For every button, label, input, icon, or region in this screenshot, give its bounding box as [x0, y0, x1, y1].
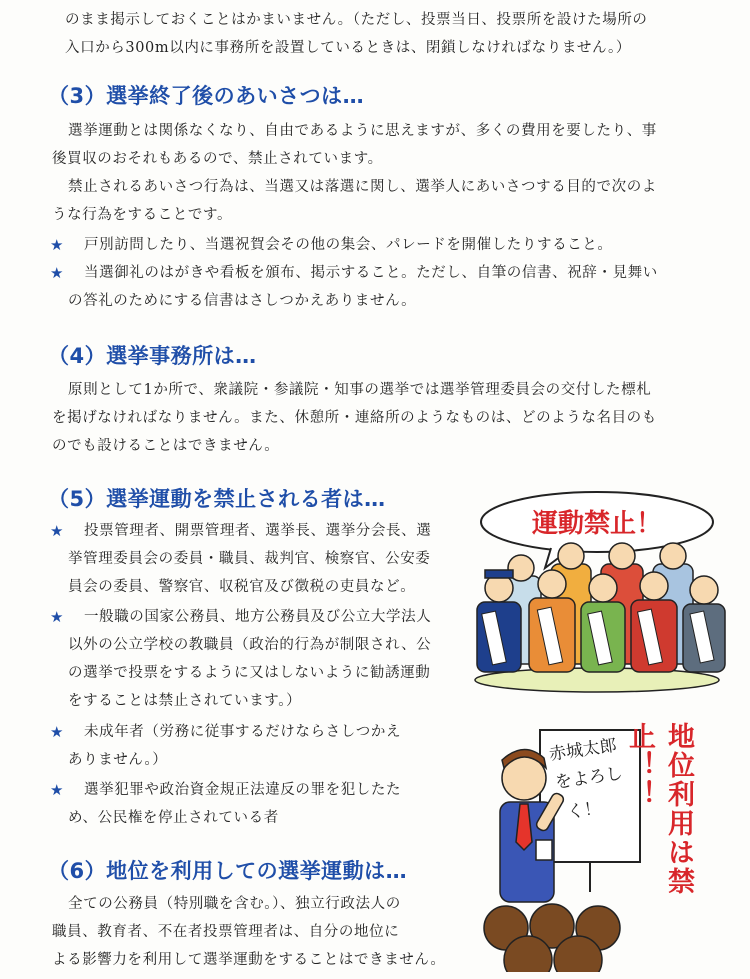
bullet-line: 一般職の国家公務員、地方公務員及び公立大学法人: [84, 609, 432, 625]
svg-text:く！: く！: [565, 798, 603, 823]
bullet-line: 未成年者（労務に従事するだけならさしつかえ: [84, 724, 402, 740]
paragraph-line: うな行為をすることです。: [52, 207, 233, 223]
intro-line: のまま掲示しておくことはかまいません。（ただし、投票当日、投票所を設けた場所の: [65, 12, 648, 28]
caption-vertical: 地位利用は禁止！！: [624, 722, 694, 896]
bullet-line: 員会の委員、警察官、収税官及び徴税の吏員など。: [68, 579, 416, 595]
paragraph-line: よる影響力を利用して選挙運動をすることはできません。: [52, 952, 446, 968]
bullet-line: の答礼のためにする信書はさしつかえありません。: [68, 293, 417, 309]
bullet-line: 戸別訪問したり、当選祝賀会その他の集会、パレードを開催したりすること。: [84, 237, 613, 253]
paragraph-line: 禁止されるあいさつ行為は、当選又は落選に関し、選挙人にあいさつする目的で次のよ: [68, 179, 657, 195]
bullet-line: 投票管理者、開票管理者、選挙長、選挙分会長、選: [84, 523, 432, 539]
bullet-line: ありません。）: [68, 752, 168, 768]
bullet-line: 以外の公立学校の教職員（政治的行為が制限され、公: [68, 637, 432, 653]
paragraph-line: 原則として1か所で、衆議院・参議院・知事の選挙では選挙管理委員会の交付した標札: [68, 382, 652, 398]
bullet-line: 当選御礼のはがきや看板を頒布、掲示すること。ただし、自筆の信書、祝辞・見舞い: [84, 265, 658, 281]
paragraph-line: 後買収のおそれもあるので、禁止されています。: [52, 151, 383, 167]
star-icon: ★: [50, 608, 64, 626]
star-icon: ★: [50, 522, 64, 540]
paragraph-line: 選挙運動とは関係なくなり、自由であるように思えますが、多くの費用を要したり、事: [68, 123, 657, 139]
star-icon: ★: [50, 236, 64, 254]
section-3-heading: （3）選挙終了後のあいさつは…: [48, 84, 365, 108]
svg-text:をよろし: をよろし: [553, 763, 625, 793]
paragraph-line: のでも設けることはできません。: [52, 438, 280, 454]
bullet-line: め、公民権を停止されている者: [68, 810, 279, 826]
paragraph-line: 全ての公務員（特別職を含む。）、独立行政法人の: [68, 896, 401, 912]
star-icon: ★: [50, 264, 64, 282]
section-6-heading: （6）地位を利用しての選挙運動は…: [48, 859, 408, 883]
bullet-line: の選挙で投票をするように又はしないように勧誘運動: [68, 665, 431, 681]
bullet-line: 選挙犯罪や政治資金規正法違反の罪を犯したた: [84, 782, 402, 798]
section-5-heading: （5）選挙運動を禁止される者は…: [48, 487, 386, 511]
paragraph-line: を掲げなければなりません。また、休憩所・連絡所のようなものは、どのような名目のも: [52, 410, 657, 426]
intro-line: 入口から300m以内に事務所を設置しているときは、閉鎖しなければなりません。）: [65, 40, 631, 56]
bullet-line: をすることは禁止されています。）: [68, 693, 302, 709]
paragraph-line: 職員、教育者、不在者投票管理者は、自分の地位に: [52, 924, 400, 940]
bubble-text: 運動禁止！: [531, 509, 663, 539]
section-4-heading: （4）選挙事務所は…: [48, 344, 257, 368]
star-icon: ★: [50, 781, 64, 799]
svg-text:赤城太郎: 赤城太郎: [547, 735, 619, 765]
officials-illustration: [463, 484, 731, 694]
star-icon: ★: [50, 723, 64, 741]
bullet-line: 挙管理委員会の委員・職員、裁判官、検察官、公安委: [68, 551, 431, 567]
